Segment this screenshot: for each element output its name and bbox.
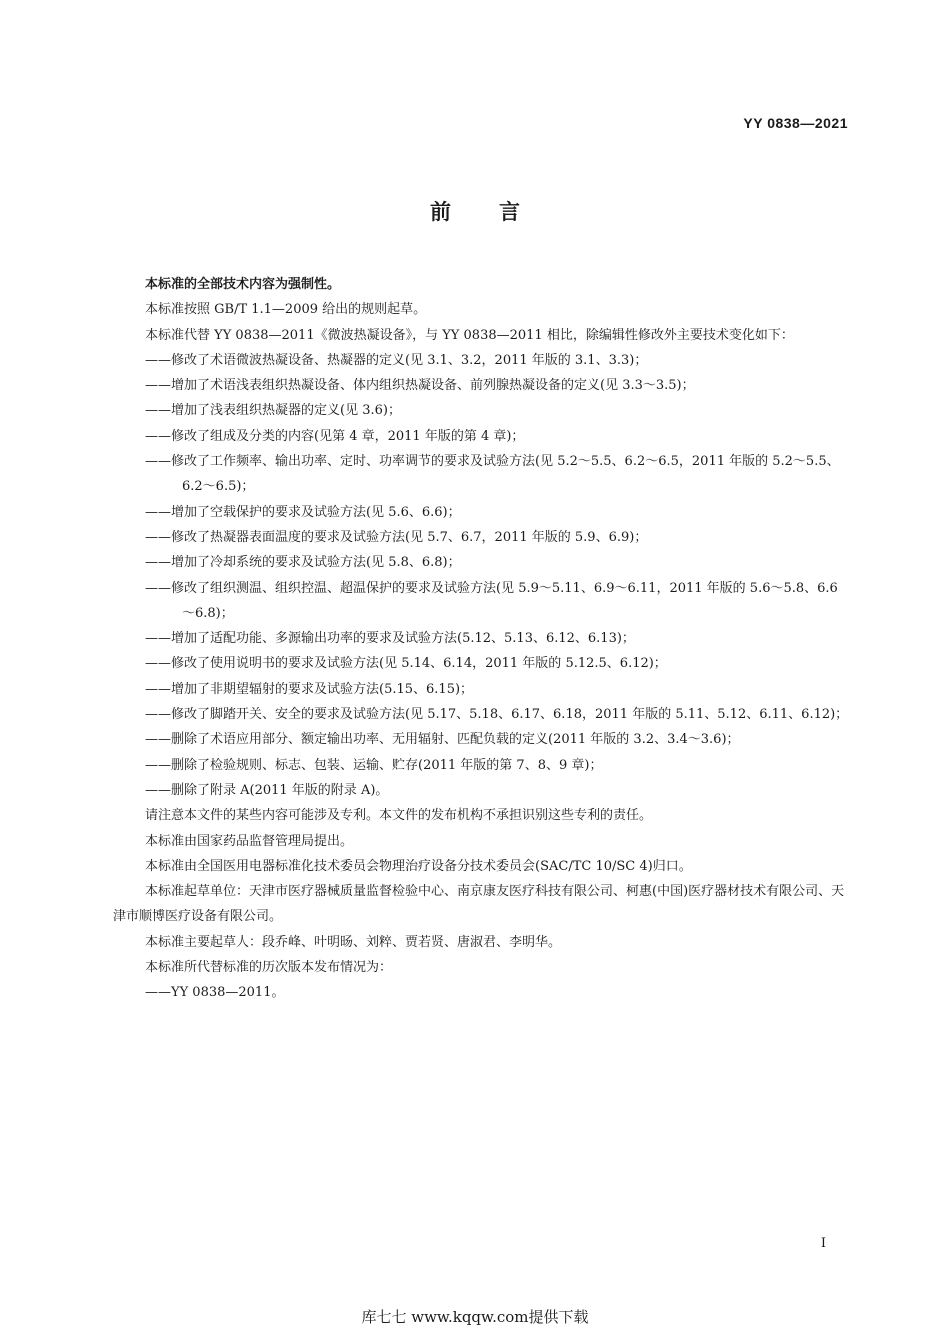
list-item: ——增加了非期望辐射的要求及试验方法(5.15、6.15)； [145,681,474,697]
paragraph-drafting-units: 本标准起草单位：天津市医疗器械质量监督检验中心、南京康友医疗科技有限公司、柯惠(中国)医疗器材技术有限公司、天津市顺博医疗设备有限公司。 [113,884,845,925]
paragraph-patent-notice: 请注意本文件的某些内容可能涉及专利。本文件的发布机构不承担识别这些专利的责任。 [145,808,653,824]
list-item: ——修改了热凝器表面温度的要求及试验方法(见 5.7、6.7，2011 年版的 5.9、6.9)； [145,529,648,545]
list-item: ——增加了冷却系统的要求及试验方法(见 5.8、6.8)； [145,555,461,571]
list-item: ——增加了术语浅表组织热凝设备、体内组织热凝设备、前列腺热凝设备的定义(见 3.3～3.5)； [145,378,695,394]
paragraph-history-intro: 本标准所代替标准的历次版本发布情况为： [145,960,393,976]
paragraph-drafters: 本标准主要起草人：段乔峰、叶明旸、刘粹、贾若贤、唐淑君、李明华。 [145,934,562,950]
document-body [113,272,850,1006]
footer-watermark: 库七七 www.kqqw.com提供下载 [361,1308,589,1326]
list-item: ——修改了组成及分类的内容(见第 4 章，2011 年版的第 4 章)； [145,428,525,444]
list-item: ——修改了使用说明书的要求及试验方法(见 5.14、6.14，2011 年版的 5.12.5、6.12)； [145,656,667,672]
list-item: ——增加了适配功能、多源输出功率的要求及试验方法(5.12、5.13、6.12、6.13)； [145,631,635,647]
list-item: ——增加了空载保护的要求及试验方法(见 5.6、6.6)； [145,504,461,520]
list-item: ——删除了术语应用部分、额定输出功率、无用辐射、匹配负载的定义(2011 年版的 3.2、3.4～3.6)； [145,732,740,748]
change-list [113,348,850,803]
page-number: I [820,1236,826,1251]
list-item: ——修改了工作频率、输出功率、定时、功率调节的要求及试验方法(见 5.2～5.5、6.2～6.5，2011 年版的 5.2～5.5、6.2～6.5)； [145,454,840,495]
page-title: 前言 [430,200,568,224]
history-item: ——YY 0838—2011。 [145,985,285,1001]
list-item: ——删除了附录 A(2011 年版的附录 A)。 [145,782,389,798]
paragraph-drafting-rules: 本标准按照 GB/T 1.1—2009 给出的规则起草。 [145,302,427,318]
list-item: ——修改了脚踏开关、安全的要求及试验方法(见 5.17、5.18、6.17、6.18，2011 年版的 5.11、5.12、6.11、6.12)； [145,707,849,723]
list-item: ——删除了检验规则、标志、包装、运输、贮存(2011 年版的第 7、8、9 章)； [145,757,603,773]
list-item: ——修改了术语微波热凝设备、热凝器的定义(见 3.1、3.2，2011 年版的 3.1、3.3)； [145,352,648,368]
standard-number: YY 0838—2021 [743,115,848,131]
paragraph-committee: 本标准由全国医用电器标准化技术委员会物理治疗设备分技术委员会(SAC/TC 10/SC 4)归口。 [145,858,692,874]
paragraph-mandatory: 本标准的全部技术内容为强制性。 [145,277,341,292]
list-item: ——修改了组织测温、组织控温、超温保护的要求及试验方法(见 5.9～5.11、6.9～6.11，2011 年版的 5.6～5.8、6.6～6.8)； [145,580,838,621]
paragraph-replacement: 本标准代替 YY 0838—2011《微波热凝设备》，与 YY 0838—2011 相比，除编辑性修改外主要技术变化如下： [145,327,794,343]
list-item: ——增加了浅表组织热凝器的定义(见 3.6)； [145,403,401,419]
paragraph-proposer: 本标准由国家药品监督管理局提出。 [145,833,354,849]
